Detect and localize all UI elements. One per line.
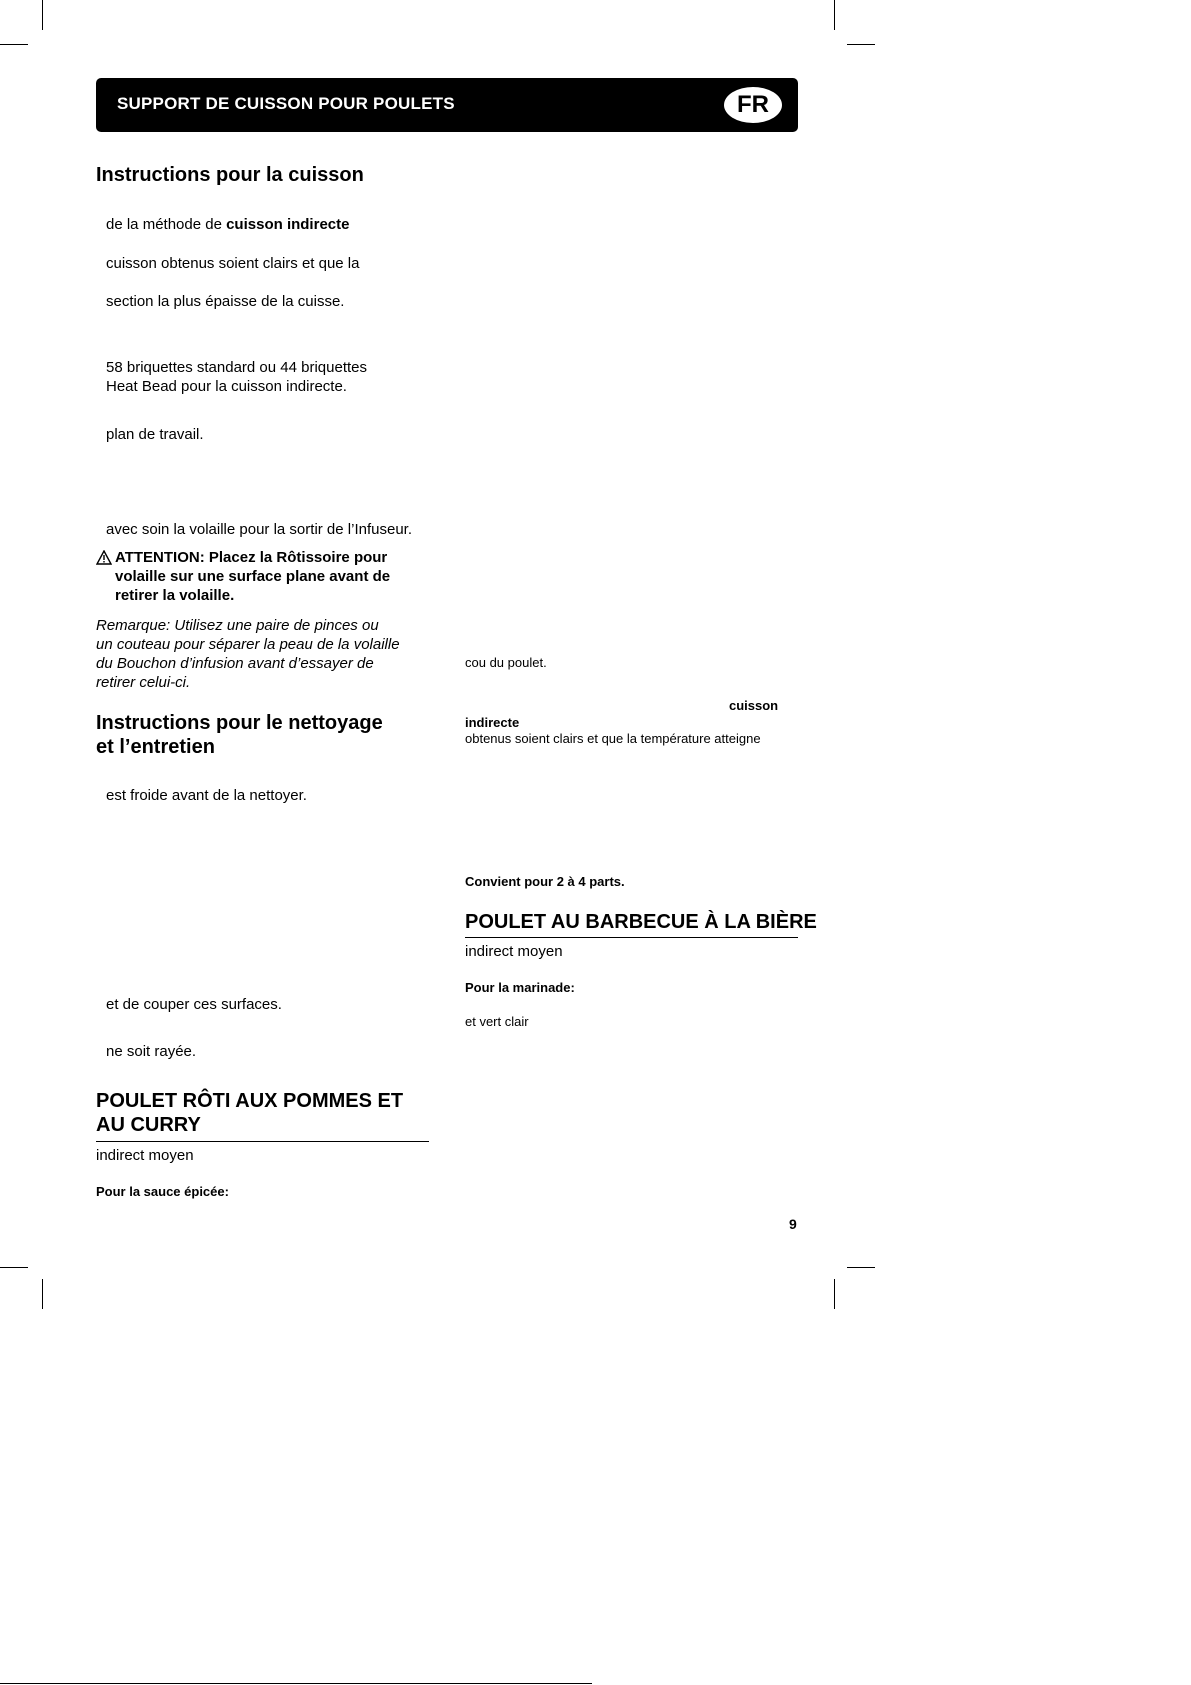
crop-mark (42, 1279, 43, 1309)
cooking-step-line: cuisson obtenus soient clairs et que la (106, 255, 360, 272)
note-line: du Bouchon d’infusion avant d’essayer de (96, 655, 374, 672)
recipe-title: POULET AU BARBECUE À LA BIÈRE (465, 911, 817, 933)
cooking-step-line: section la plus épaisse de la cuisse. (106, 293, 345, 310)
section-header-title: SUPPORT DE CUISSON POUR POULETS (117, 94, 455, 113)
cleaning-heading: Instructions pour le nettoyage (96, 712, 383, 734)
cooking-step-line: plan de travail. (106, 426, 204, 443)
note-line: Remarque: Utilisez une paire de pinces ou (96, 617, 379, 634)
warning-triangle-icon (96, 550, 112, 565)
recipe-method: indirect moyen (465, 943, 563, 960)
ingredient-line: et vert clair (465, 1014, 529, 1029)
cooking-step-line: 58 briquettes standard ou 44 briquettes (106, 359, 368, 376)
language-badge: FR (724, 87, 782, 123)
cooking-step-line: avec soin la volaille pour la sortir de l’Infuseur. (106, 521, 412, 538)
warning-line: retirer la volaille. (115, 587, 235, 604)
servings: Convient pour 2 à 4 parts. (465, 874, 625, 889)
crop-mark (847, 1267, 875, 1268)
instruction-emphasis: cuisson (729, 698, 779, 713)
note-line: un couteau pour séparer la peau de la volaille (96, 636, 400, 653)
cooking-step-line (106, 215, 349, 234)
warning-line: ATTENTION: Placez la Rôtissoire pour (115, 549, 388, 566)
cooking-step-text: de la méthode de (106, 216, 227, 233)
recipe-method: indirect moyen (96, 1147, 194, 1164)
warning-line: volaille sur une surface plane avant de (115, 568, 391, 585)
crop-mark (0, 1267, 28, 1268)
instruction-emphasis: indirecte (465, 715, 520, 730)
recipe-title: AU CURRY (96, 1114, 201, 1136)
note-line: retirer celui-ci. (96, 674, 191, 691)
cleaning-heading: et l’entretien (96, 736, 215, 758)
cleaning-step-line: et de couper ces surfaces. (106, 996, 282, 1013)
instruction-line: cou du poulet. (465, 655, 547, 670)
cooking-instructions-heading: Instructions pour la cuisson (96, 164, 364, 186)
cooking-method-emphasis: cuisson indirecte (226, 216, 350, 233)
crop-mark (834, 0, 835, 30)
recipe-title-rule (96, 1141, 429, 1142)
crop-mark (42, 0, 43, 30)
cleaning-step-line: ne soit rayée. (106, 1043, 197, 1060)
ingredient-subheading: Pour la sauce épicée: (96, 1184, 229, 1199)
crop-mark (0, 44, 28, 45)
cooking-step-line: Heat Bead pour la cuisson indirecte. (106, 378, 347, 395)
page-number: 9 (789, 1216, 797, 1232)
bottom-rule (0, 1683, 592, 1684)
instruction-line: obtenus soient clairs et que la température atteigne (465, 731, 761, 746)
recipe-title-rule (465, 937, 798, 938)
crop-mark (834, 1279, 835, 1309)
ingredient-subheading: Pour la marinade: (465, 980, 575, 995)
cleaning-step-line: est froide avant de la nettoyer. (106, 787, 307, 804)
recipe-title: POULET RÔTI AUX POMMES ET (96, 1090, 404, 1112)
crop-mark (847, 44, 875, 45)
